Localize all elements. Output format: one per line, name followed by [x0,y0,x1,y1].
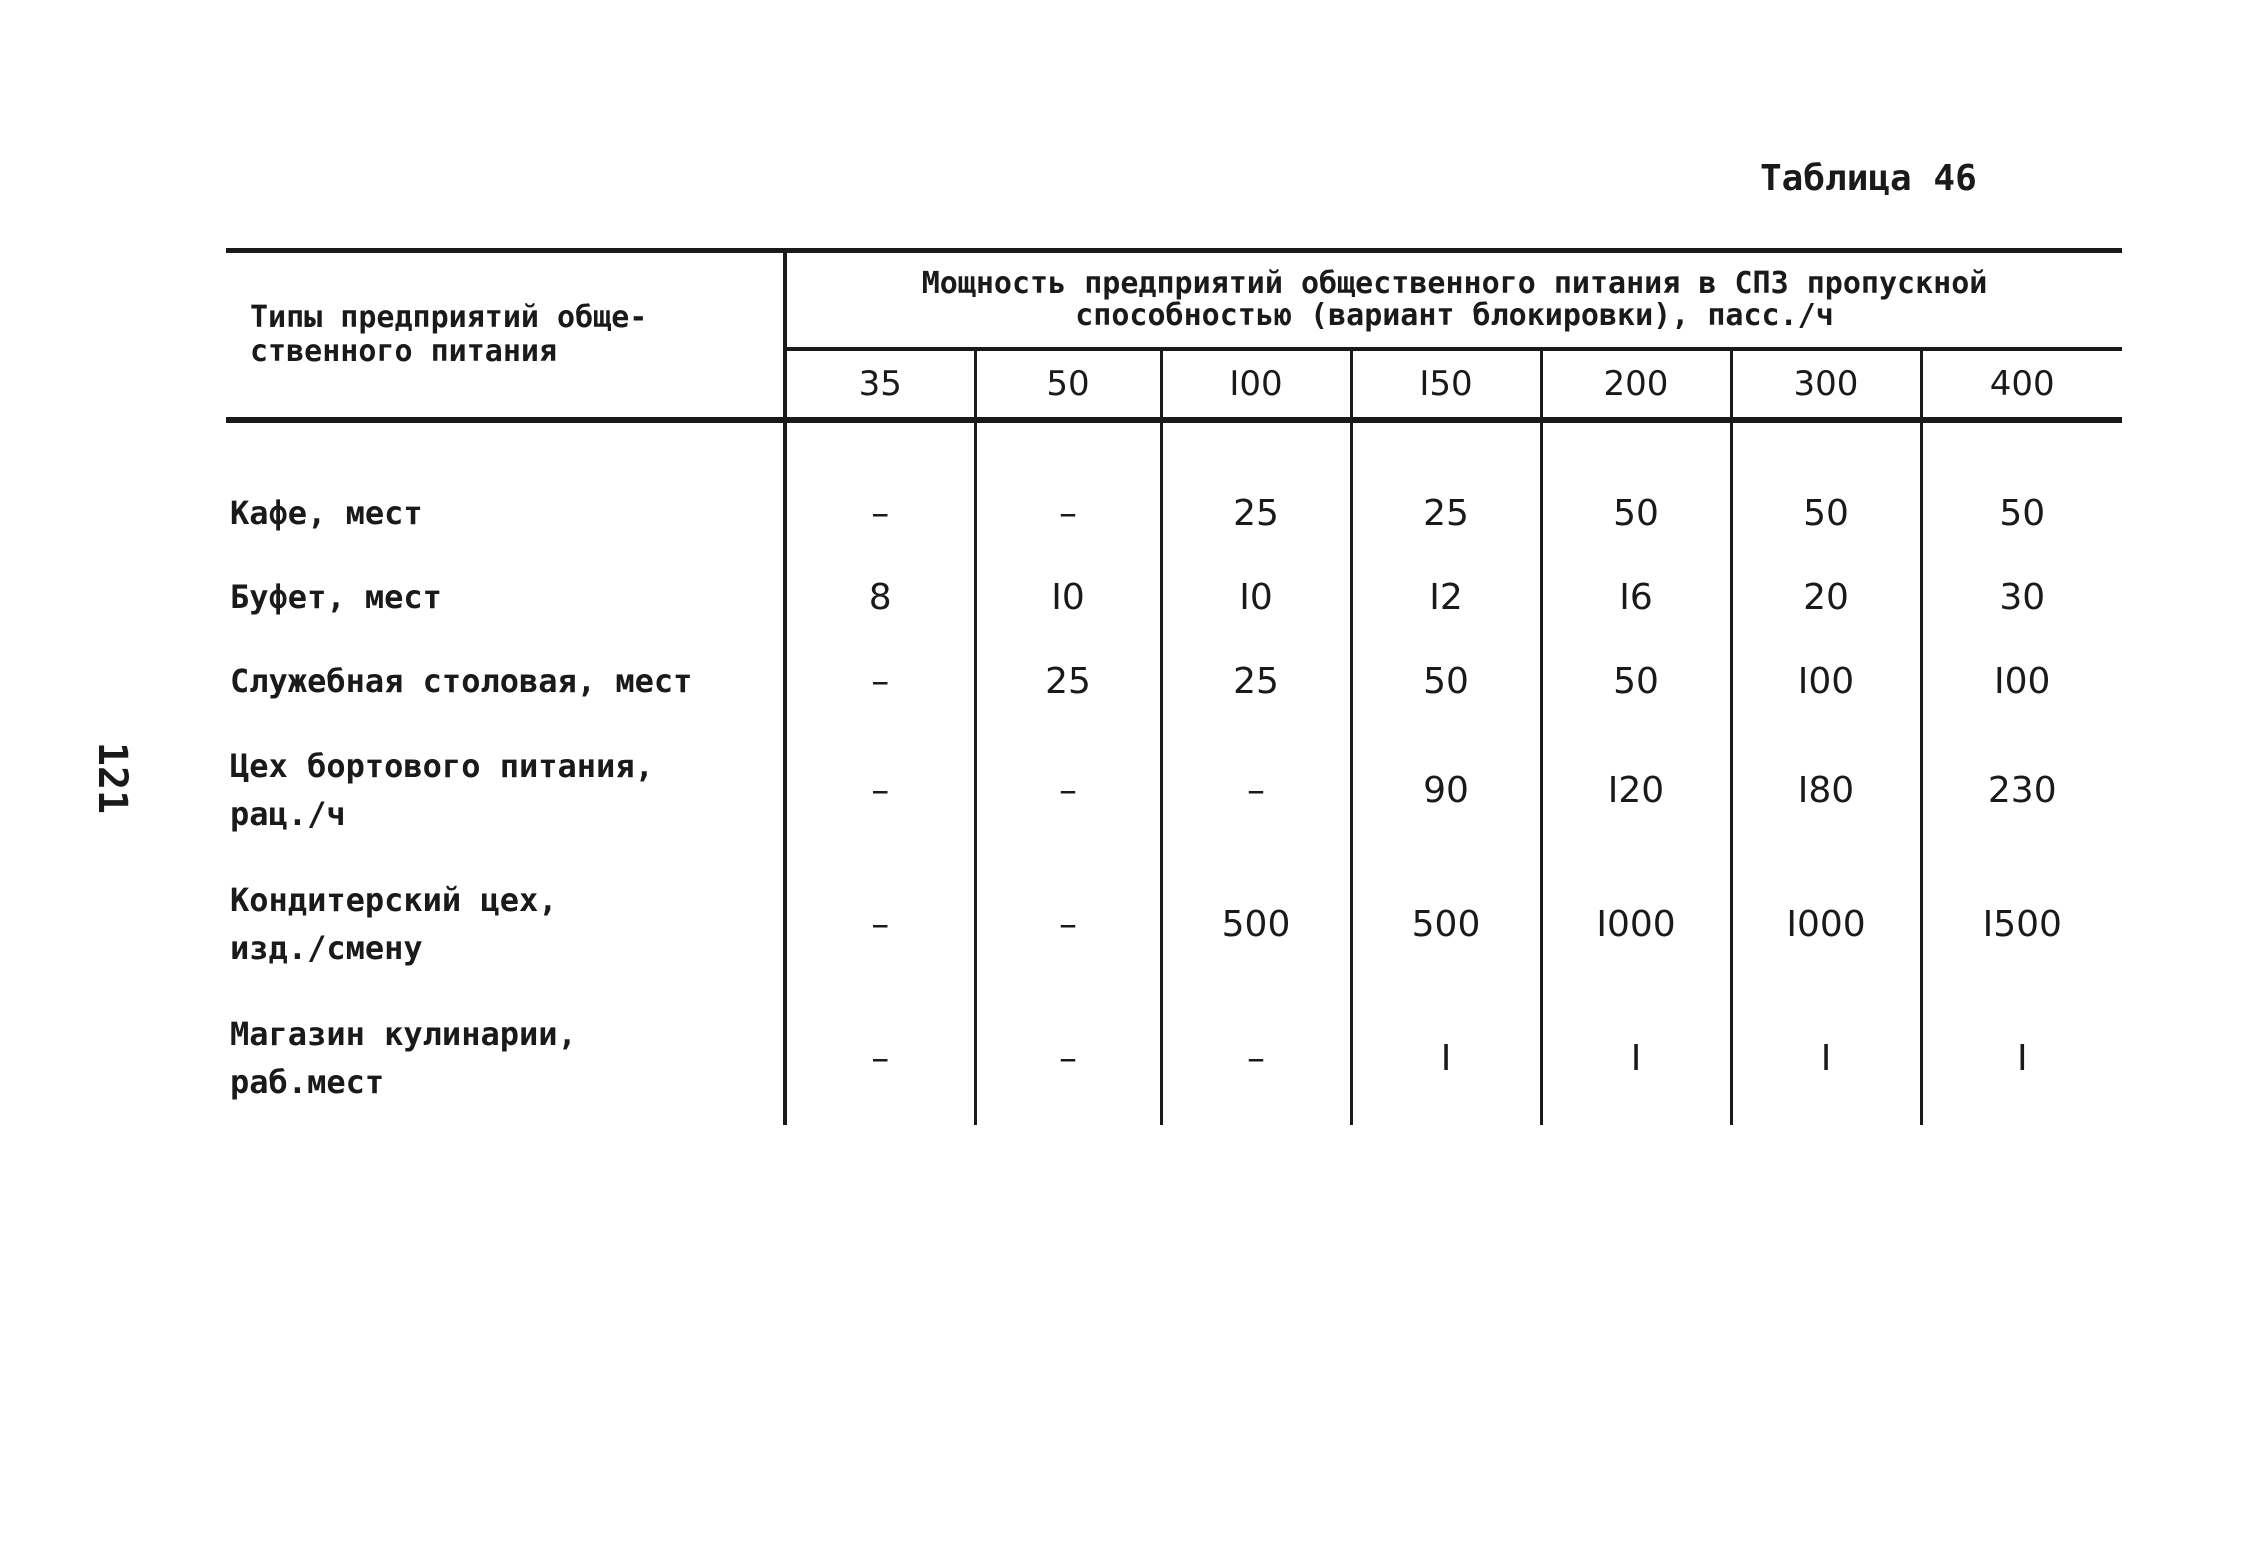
table-cell: – [975,857,1161,991]
column-header: I00 [1161,349,1351,420]
data-table [226,248,2122,1125]
table-cell: – [785,857,975,991]
table-row [226,857,2122,991]
table-cell: I [1731,991,1921,1125]
table-cell: – [785,723,975,857]
table-cell: 500 [1161,857,1351,991]
table-cell: – [785,639,975,723]
table-cell: 50 [1999,492,2046,534]
table-cell: – [975,723,1161,857]
table-cell: 50 [1351,639,1541,723]
table-cell: I80 [1731,723,1921,857]
table-row [226,555,2122,639]
table-cell: I0 [975,555,1161,639]
table-cell: 500 [1351,857,1541,991]
table-cell: I20 [1541,723,1731,857]
table-cell: 25 [975,639,1161,723]
table-cell: – [975,991,1161,1125]
table-cell: 25 [1351,471,1541,555]
table-cell: – [785,991,975,1125]
table-cell: 8 [785,555,975,639]
table-caption: Таблица 46 [1760,158,1977,199]
row-label: Кондитерский цех, изд./смену [226,857,785,991]
column-header: 35 [785,349,975,420]
table-cell: – [1161,991,1351,1125]
row-label: Буфет, мест [226,555,785,639]
capacity-group-header: Мощность предприятий общественного питания в СПЗ пропускной способностью (вариант блокировки), пасс./ч [785,251,2122,350]
table-cell: I [1541,991,1731,1125]
table-cell: 50 [1541,639,1731,723]
table-cell: I000 [1731,857,1921,991]
table-cell: I00 [1731,639,1921,723]
table-cell: 25 [1161,639,1351,723]
table-cell: I [2016,1037,2028,1079]
table-cell: – [785,471,975,555]
table-cell: I000 [1541,857,1731,991]
table-cell: 230 [1987,769,2057,811]
table-row [226,991,2122,1125]
table-cell: 50 [1731,471,1921,555]
type-column-header: Типы предприятий обще- ственного питания [226,251,785,421]
row-label: Служебная столовая, мест [226,639,785,723]
table-cell: – [1161,723,1351,857]
table-cell: 50 [1541,471,1731,555]
table-cell: I00 [1994,660,2051,702]
row-label: Кафе, мест [226,471,785,555]
column-header: 200 [1541,349,1731,420]
column-header: 400 [1921,349,2122,420]
column-header: 50 [975,349,1161,420]
table-cell: I [1351,991,1541,1125]
table-cell: I2 [1351,555,1541,639]
table-cell: I0 [1161,555,1351,639]
table-cell: – [975,471,1161,555]
table-cell: I6 [1541,555,1731,639]
row-label: Магазин кулинарии, раб.мест [226,991,785,1125]
table-cell: I500 [1982,903,2062,945]
column-header: 300 [1731,349,1921,420]
table-cell: 20 [1731,555,1921,639]
row-label: Цех бортового питания, рац./ч [226,723,785,857]
page-number: 121 [89,741,135,815]
table-row [226,723,2122,857]
table-cell: 90 [1351,723,1541,857]
column-header: I50 [1351,349,1541,420]
table-cell: 30 [1999,576,2046,618]
table-row [226,639,2122,723]
table-cell: 25 [1161,471,1351,555]
table-row [226,471,2122,555]
